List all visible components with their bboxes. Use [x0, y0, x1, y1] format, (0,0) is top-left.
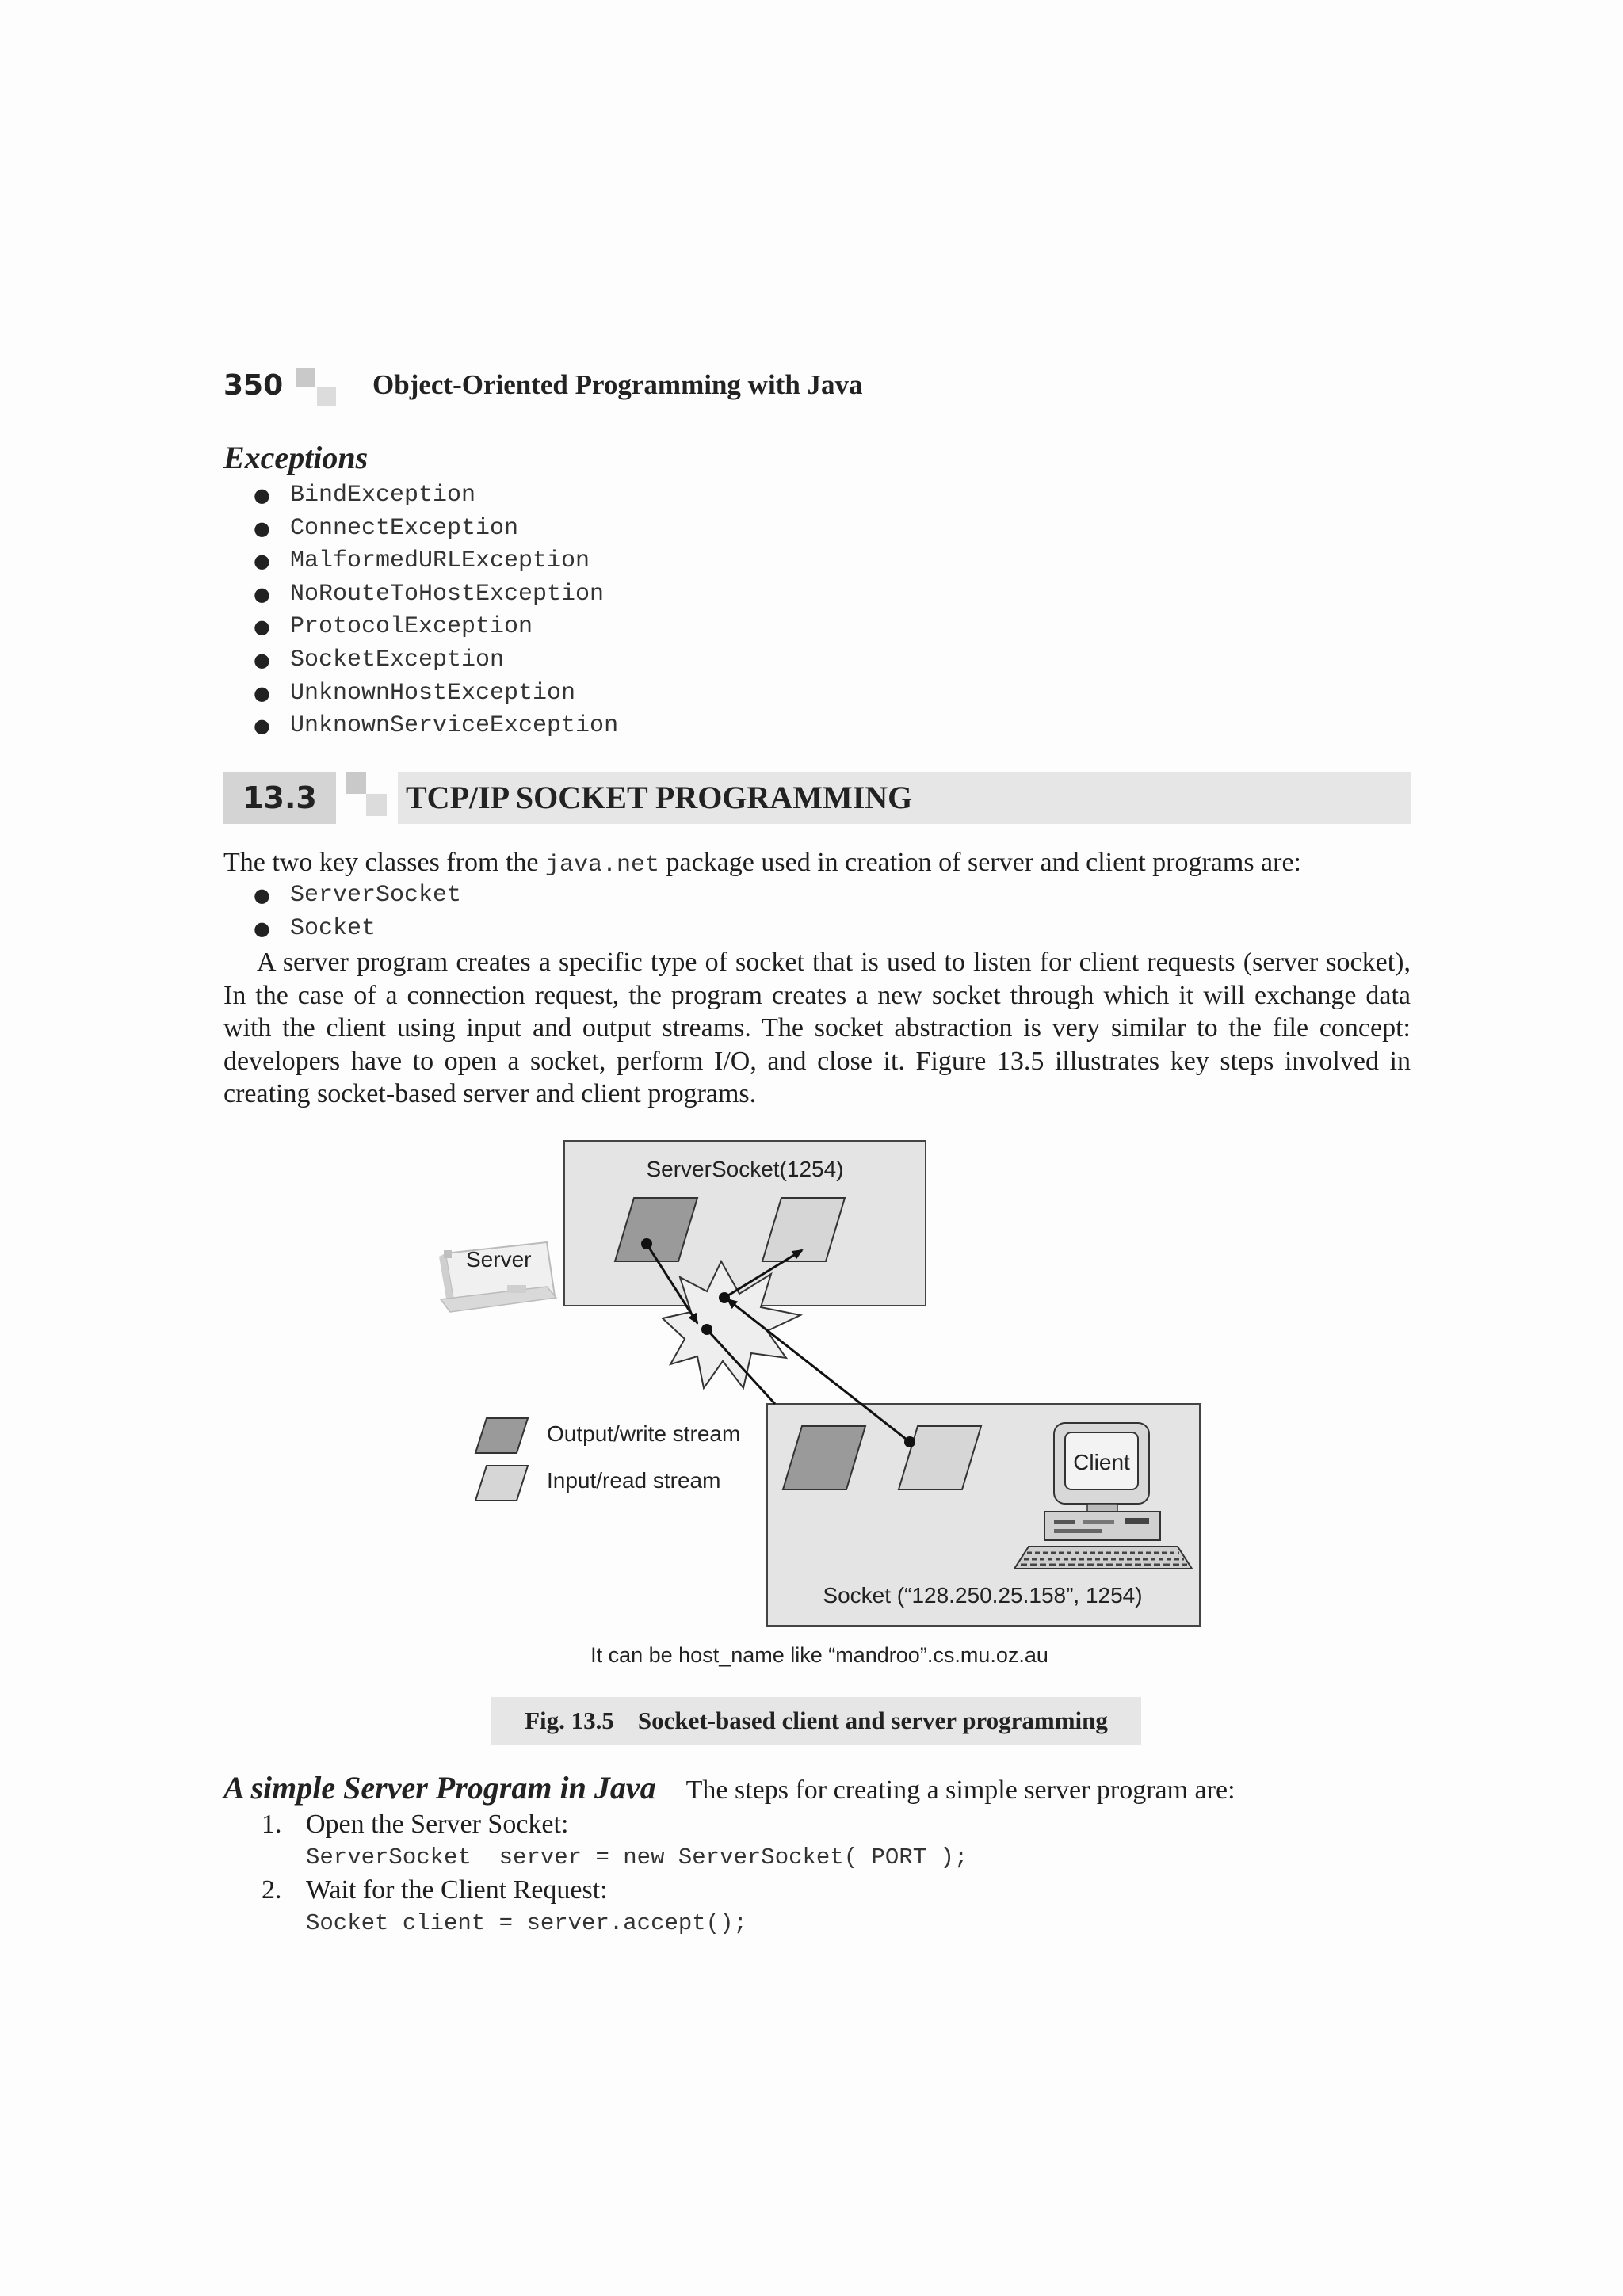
inline-code: java.net [545, 852, 660, 879]
list-item: ● NoRouteToHostException [254, 578, 618, 612]
client-socket-label: Socket (“128.250.25.158”, 1254) [823, 1583, 1143, 1608]
list-item: ● ServerSocket [254, 879, 461, 913]
list-item: ● ConnectException [254, 513, 618, 546]
server-socket-label: ServerSocket(1254) [646, 1157, 844, 1181]
section-number: 13.3 [242, 780, 317, 815]
code-line: ServerSocket server = new ServerSocket( PORT ); [306, 1844, 968, 1871]
figure-caption [491, 1697, 1141, 1745]
list-item: ● SocketException [254, 644, 618, 677]
exceptions-heading: Exceptions [223, 440, 369, 475]
section-intro: The two key classes from the java.net package used in creation of server and client programs are: [223, 848, 1302, 879]
server-label: Server [466, 1247, 532, 1272]
list-item: ● UnknownHostException [254, 677, 618, 711]
list-item: 1. Open the Server Socket: [262, 1810, 569, 1839]
legend-input-label: Input/read stream [547, 1468, 721, 1493]
list-item: ● MalformedURLException [254, 545, 618, 578]
figure-caption-text: Socket-based client and server programming [637, 1707, 1108, 1734]
list-item: ● Socket [254, 913, 461, 946]
figure-label: Fig. 13.5 [525, 1707, 614, 1734]
client-label: Client [1073, 1450, 1130, 1474]
subsection-heading: A simple Server Program in Java The steps for creating a simple server program are: [223, 1770, 1235, 1806]
code-line: Socket client = server.accept(); [306, 1909, 747, 1936]
host-note: It can be host_name like “mandroo”.cs.mu.oz.au [590, 1643, 1048, 1667]
page-number: 350 [223, 369, 284, 402]
list-item: ● ProtocolException [254, 611, 618, 644]
section-title: TCP/IP SOCKET PROGRAMMING [406, 780, 913, 815]
list-item: ● UnknownServiceException [254, 710, 618, 743]
list-item: ● BindException [254, 479, 618, 513]
legend-input-swatch [475, 1466, 528, 1501]
legend-output-label: Output/write stream [547, 1421, 741, 1446]
body-paragraph: A server program creates a specific type of socket that is used to listen for client requests (server socket), In the case of a connection request, the program creates a new socket through which it will exchange data with the client using input and output streams. The socket abstraction is very similar to the file concept: developers have to open a socket, perform I/O, and close it. Figure 13.5 illustrates key steps involved in creating socket-based server and client programs. [223, 948, 1411, 1109]
list-item: 2. Wait for the Client Request: [262, 1875, 608, 1905]
steps-list [262, 1808, 968, 1939]
legend-output-swatch [475, 1418, 528, 1453]
book-title: Object-Oriented Programming with Java [372, 369, 863, 400]
